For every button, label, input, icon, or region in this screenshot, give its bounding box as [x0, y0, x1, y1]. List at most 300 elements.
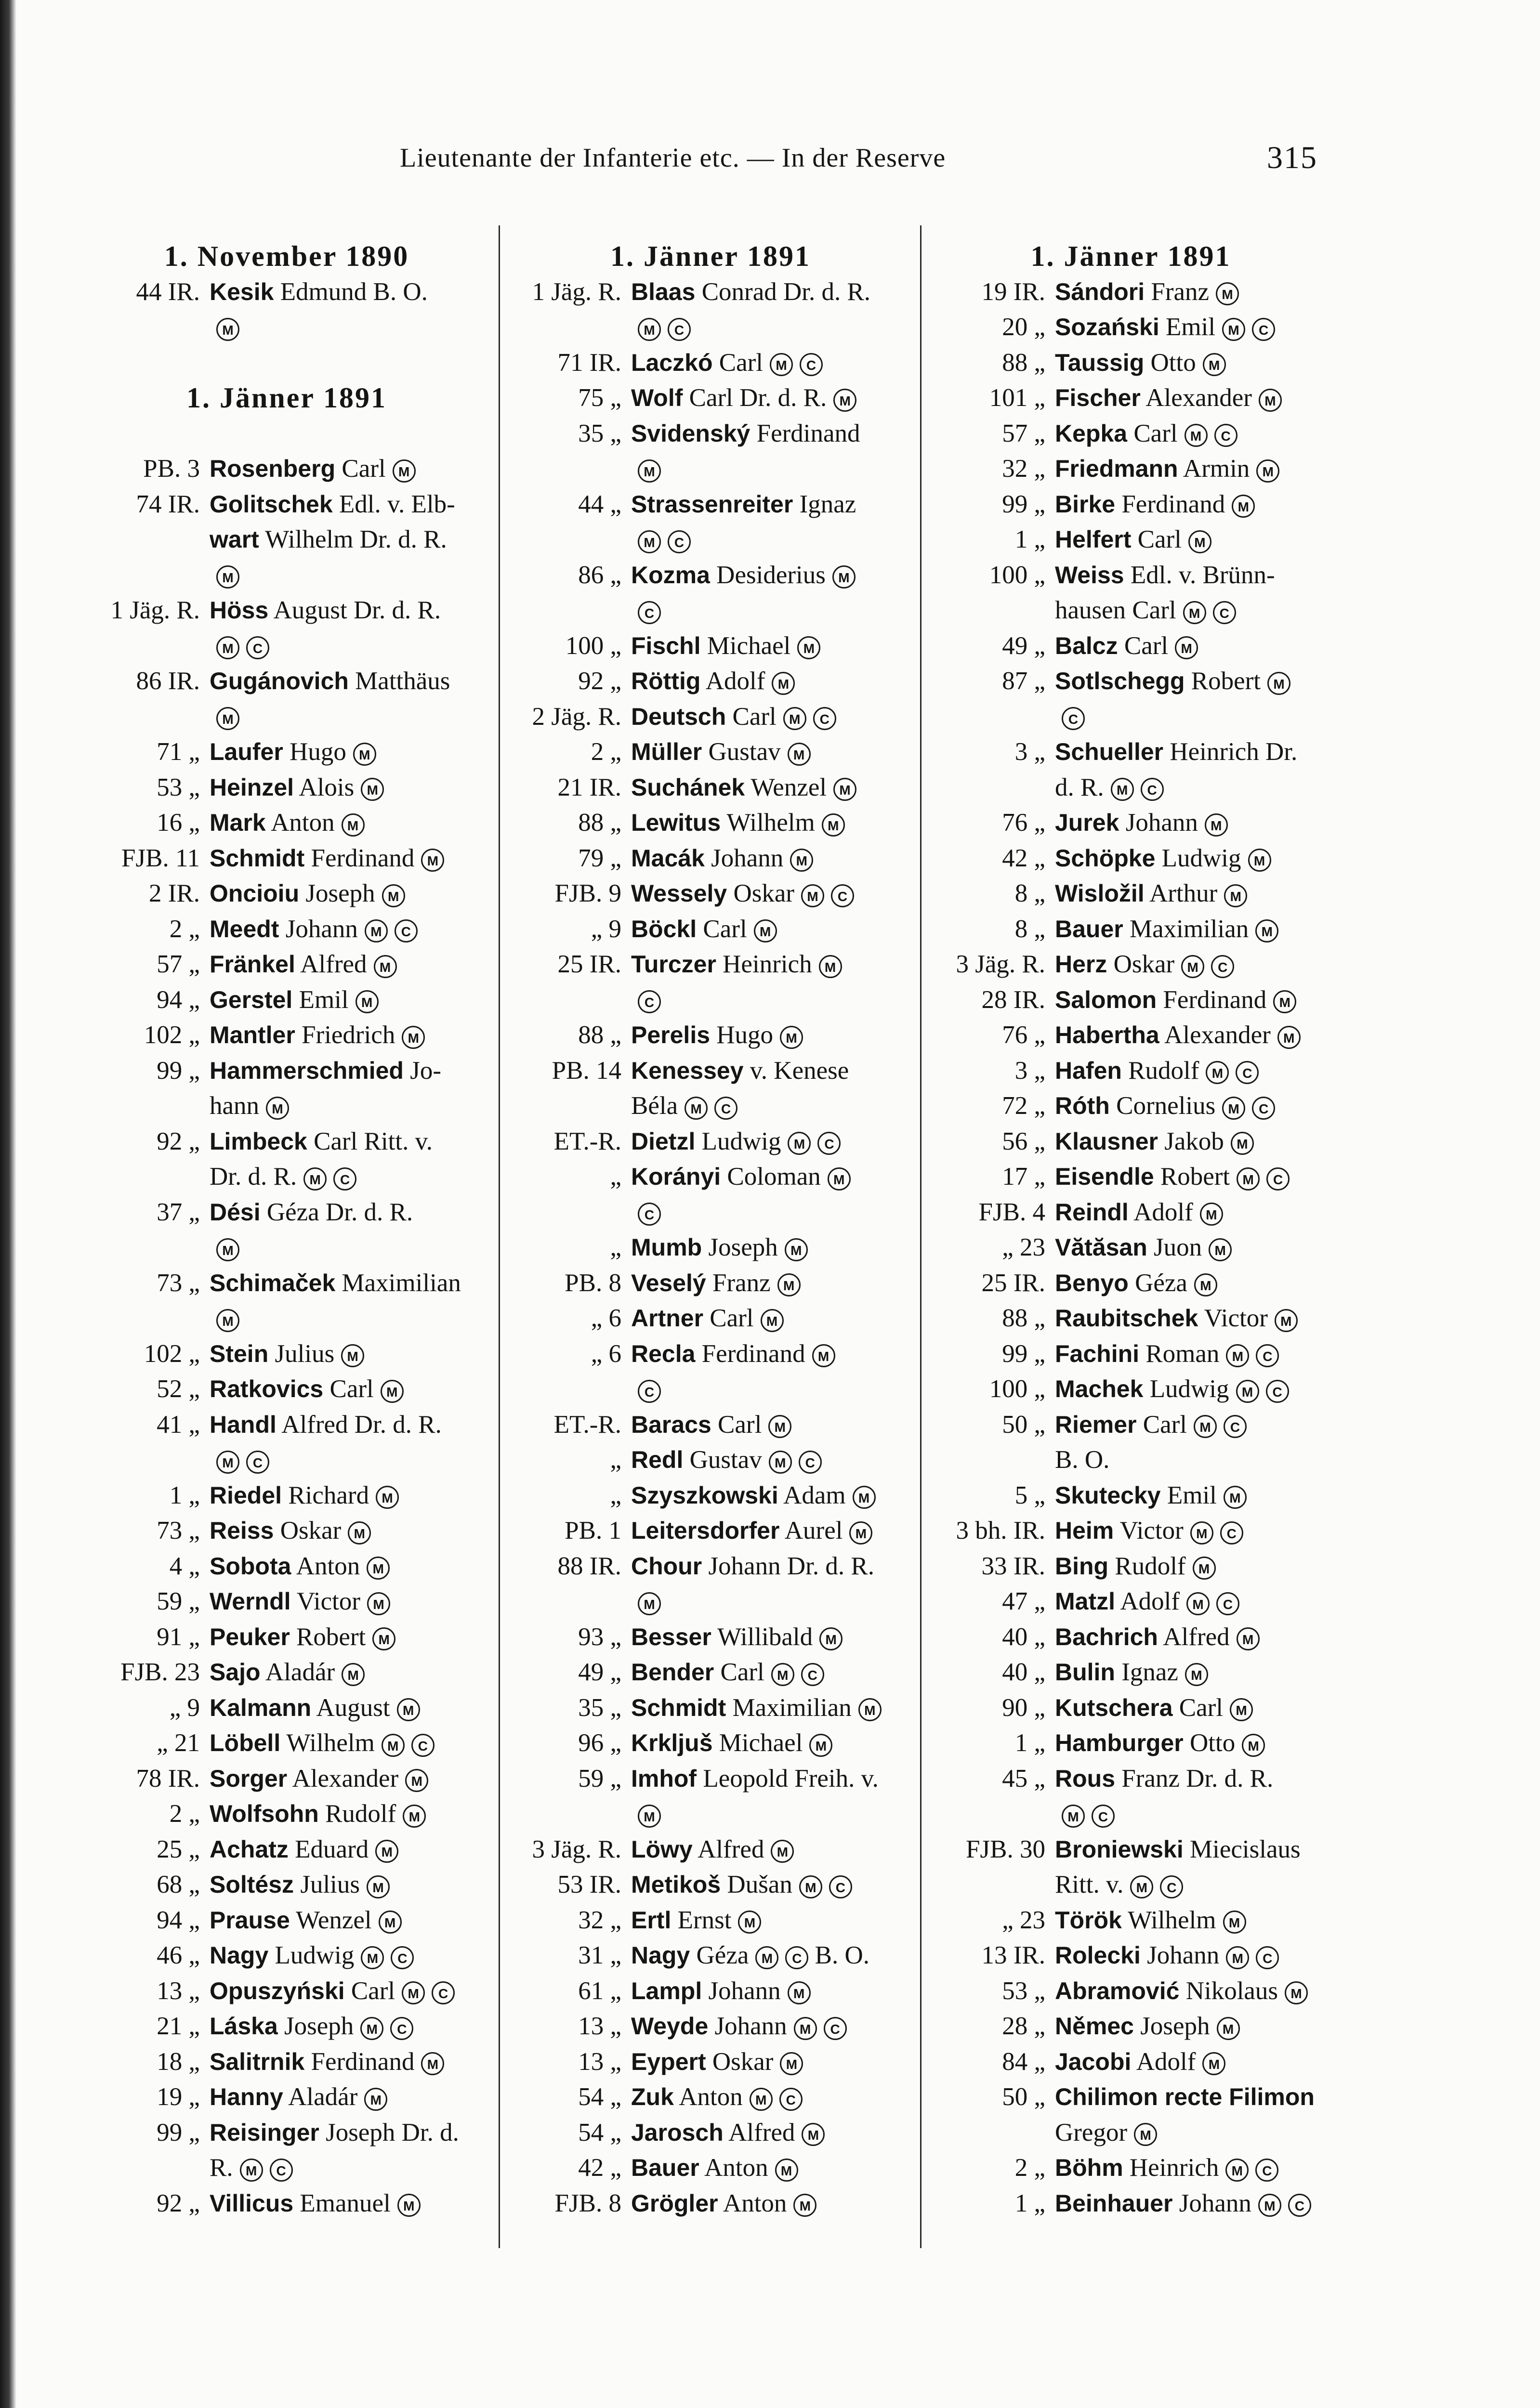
surname: Mantler: [210, 1021, 295, 1048]
circled-m-icon: M: [397, 2194, 421, 2217]
roster-entry: [927, 1761, 1334, 1796]
given-names: Carl: [710, 1304, 754, 1332]
given-names: Carl: [719, 348, 763, 377]
surname: Ratkovics: [210, 1375, 324, 1402]
surname: Suchánek: [631, 773, 745, 801]
surname: Kutschera: [1055, 1694, 1173, 1721]
unit-number: ET.-R.: [553, 1127, 621, 1155]
surname: Hamburger: [1055, 1729, 1184, 1756]
running-title: Lieutenante der Infanterie etc. — In der Reserve: [400, 143, 946, 173]
surname: Metikoš: [631, 1871, 721, 1898]
surname: Nagy: [631, 1942, 690, 1969]
roster-entry: [508, 1159, 913, 1194]
unit-number: 92 „: [578, 667, 621, 695]
given-names: Adolf: [1136, 2047, 1196, 2076]
unit-number: 74 IR.: [136, 490, 200, 518]
roster-entry: [508, 876, 913, 911]
given-names: Alfred: [728, 2118, 795, 2146]
surname: Török: [1055, 1906, 1122, 1934]
circled-m-icon: M: [828, 1167, 851, 1191]
given-names: Jakob: [1164, 1127, 1224, 1155]
given-names: Johann Dr. d. R.: [708, 1552, 874, 1580]
surname: Dietzl: [631, 1127, 696, 1155]
given-names: Wenzel: [750, 773, 827, 801]
roster-entry: [927, 345, 1334, 380]
surname: Vătăsan: [1055, 1234, 1147, 1261]
circled-m-icon: M: [216, 318, 239, 341]
unit-number: 19 IR.: [981, 277, 1045, 306]
unit-number: 54 „: [578, 2118, 621, 2146]
roster-entry: [927, 2079, 1334, 2115]
surname: Wolfsohn: [210, 1800, 319, 1827]
given-names: Friedrich: [302, 1021, 395, 1049]
surname: wart: [210, 526, 259, 553]
surname: Wisložil: [1055, 880, 1145, 907]
roster-entry: [508, 1442, 913, 1478]
circled-m-icon: M: [769, 1451, 792, 1474]
surname: Baracs: [631, 1411, 711, 1438]
unit-number: 86 IR.: [136, 667, 200, 695]
roster-entry: [87, 1053, 487, 1088]
roster-entry: [927, 1371, 1334, 1407]
given-names: Hugo: [716, 1021, 774, 1049]
roster-entry: [927, 1725, 1334, 1761]
circled-m-icon: M: [1237, 1167, 1260, 1191]
unit-number: 88 IR.: [557, 1552, 621, 1580]
roster-entry: [508, 1088, 913, 1124]
given-names: Desiderius: [716, 561, 826, 589]
surname: Artner: [631, 1305, 704, 1332]
circled-m-icon: M: [780, 1026, 803, 1049]
unit-number: PB. 14: [552, 1056, 621, 1085]
unit-number: ET.-R.: [553, 1410, 621, 1439]
circled-m-icon: M: [1231, 1132, 1254, 1155]
unit-number: 94 „: [157, 985, 200, 1014]
circled-m-icon: M: [799, 1875, 822, 1898]
given-names: Rudolf: [1128, 1056, 1199, 1085]
surname: Herz: [1055, 951, 1107, 978]
roster-entry: [927, 1478, 1334, 1513]
given-names: Carl: [329, 1375, 374, 1403]
roster-entry: [508, 1973, 913, 2009]
given-names: Franz: [712, 1269, 771, 1297]
given-names: Michael: [719, 1729, 803, 1757]
unit-number: 93 „: [578, 1623, 621, 1651]
unit-number: 28 IR.: [981, 985, 1045, 1014]
surname: Bauer: [631, 2154, 699, 2181]
roster-entry: [508, 1371, 913, 1407]
surname: Kozma: [631, 561, 710, 589]
roster-entry: [87, 770, 487, 805]
given-names: Otto: [1150, 348, 1196, 377]
surname: Schmidt: [631, 1694, 726, 1721]
circled-m-icon: M: [1062, 1805, 1085, 1828]
unit-number: 1 „: [169, 1481, 200, 1509]
circled-m-icon: M: [402, 1981, 425, 2004]
circled-m-icon: M: [638, 1592, 661, 1615]
circled-m-icon: M: [812, 1344, 835, 1367]
circled-m-icon: M: [355, 990, 379, 1013]
roster-entry: [927, 1832, 1334, 1867]
roster-entry: [87, 1478, 487, 1513]
unit-number: 13 „: [578, 2047, 621, 2076]
surname: Hafen: [1055, 1057, 1122, 1084]
date-heading: 1. November 1890: [164, 240, 409, 272]
given-names: Victor: [1119, 1517, 1184, 1544]
roster-entry: [87, 628, 487, 664]
given-names: Cornelius: [1116, 1092, 1216, 1120]
given-names: Gregor: [1055, 2118, 1128, 2146]
given-names: Béla: [631, 1092, 678, 1120]
roster-entry: [87, 2150, 487, 2186]
roster-entry: [508, 1654, 913, 1690]
unit-number: 49 „: [578, 1658, 621, 1686]
circled-m-icon: M: [858, 1698, 882, 1721]
given-names: Wilhelm: [1128, 1906, 1216, 1934]
roster-entry: [927, 770, 1334, 805]
surname: Veselý: [631, 1269, 706, 1296]
unit-number: 2 „: [169, 915, 200, 943]
surname: Láska: [210, 2013, 278, 2040]
roster-entry: [927, 1548, 1334, 1584]
given-names: Ludwig: [1149, 1375, 1229, 1403]
unit-number: 35 „: [578, 1693, 621, 1722]
roster-entry: [927, 1053, 1334, 1088]
circled-c-icon: C: [1092, 1805, 1115, 1828]
roster-entry: [87, 805, 487, 840]
surname: Weyde: [631, 2013, 709, 2040]
roster-entry: [927, 663, 1334, 699]
unit-number: 53 „: [1002, 1976, 1045, 2005]
surname: Fränkel: [210, 951, 295, 978]
given-names: Robert: [1160, 1163, 1230, 1191]
given-names: Aurel: [784, 1517, 843, 1544]
surname: Recla: [631, 1340, 696, 1367]
unit-number: 100 „: [989, 561, 1045, 589]
roster-entry: [87, 1442, 487, 1478]
surname: Riemer: [1055, 1411, 1137, 1438]
given-names: Johann: [1147, 1941, 1220, 1969]
unit-number: 88 „: [578, 1021, 621, 1049]
unit-number: 53 IR.: [557, 1871, 621, 1898]
given-names: Willibald: [717, 1623, 813, 1651]
surname: Bachrich: [1055, 1623, 1158, 1650]
unit-number: 61 „: [578, 1976, 621, 2005]
given-names: Carl: [703, 915, 747, 943]
surname: Rolecki: [1055, 1942, 1141, 1969]
unit-number: PB. 1: [565, 1517, 621, 1544]
circled-m-icon: M: [1134, 2123, 1157, 2146]
roster-entry: [87, 1654, 487, 1690]
roster-entry: [508, 946, 913, 982]
scan-edge: [0, 0, 16, 2408]
circled-m-icon: M: [393, 459, 416, 483]
unit-number: 13 „: [157, 1976, 200, 2005]
circled-m-icon: M: [1216, 282, 1239, 305]
surname: Lewitus: [631, 809, 721, 836]
circled-m-icon: M: [374, 955, 397, 978]
given-names: Victor: [1204, 1304, 1268, 1332]
unit-number: „: [610, 1446, 621, 1474]
circled-m-icon: M: [794, 2017, 817, 2040]
surname: Wessely: [631, 880, 727, 907]
roster-entry: [927, 1690, 1334, 1726]
circled-m-icon: M: [1193, 1557, 1216, 1580]
surname: Ertl: [631, 1906, 671, 1934]
unit-number: 94 „: [157, 1906, 200, 1934]
circled-m-icon: M: [738, 1911, 761, 1934]
circled-m-icon: M: [405, 1769, 428, 1792]
circled-m-icon: M: [1175, 636, 1198, 659]
roster-entry: [87, 1690, 487, 1726]
given-names: Oskar: [280, 1517, 342, 1544]
given-names: Ferdinand: [701, 1339, 805, 1368]
suffix: B. O.: [815, 1941, 870, 1969]
unit-number: 28 „: [1002, 2012, 1045, 2040]
surname: Achatz: [210, 1835, 289, 1863]
unit-number: „ 23: [1002, 1233, 1045, 1261]
circled-c-icon: C: [1062, 707, 1085, 730]
surname: Sobota: [210, 1552, 291, 1580]
circled-m-icon: M: [216, 565, 239, 589]
surname: Riedel: [210, 1481, 282, 1509]
given-names: Franz Dr. d. R.: [1121, 1764, 1274, 1793]
roster-entry: [508, 1619, 913, 1655]
circled-m-icon: M: [353, 743, 376, 766]
circled-m-icon: M: [788, 1132, 811, 1155]
unit-number: 76 „: [1002, 809, 1045, 837]
given-names: Adolf: [1133, 1198, 1193, 1226]
circled-c-icon: C: [1256, 1946, 1279, 1969]
unit-number: 32 „: [1002, 455, 1045, 483]
surname: Kesik: [210, 278, 274, 305]
circled-c-icon: C: [1236, 1061, 1259, 1084]
circled-c-icon: C: [1141, 778, 1164, 801]
surname: Nagy: [210, 1942, 269, 1969]
circled-c-icon: C: [246, 1451, 269, 1474]
unit-number: 37 „: [157, 1198, 200, 1226]
circled-m-icon: M: [1225, 2159, 1249, 2182]
given-names: Edl. v. Brünn-: [1130, 561, 1275, 589]
given-names: Carl Ritt. v.: [314, 1127, 433, 1155]
surname: Heinzel: [210, 773, 294, 801]
unit-number: FJB. 4: [978, 1198, 1045, 1226]
surname: Leitersdorfer: [631, 1517, 780, 1544]
unit-number: 13 IR.: [981, 1941, 1045, 1969]
unit-number: 16 „: [157, 809, 200, 837]
unit-number: 102 „: [144, 1021, 200, 1049]
circled-m-icon: M: [1181, 955, 1204, 978]
unit-number: 100 „: [989, 1375, 1045, 1403]
roster-entry: [927, 2186, 1334, 2221]
circled-m-icon: M: [361, 1946, 384, 1969]
roster-entry: [927, 1336, 1334, 1372]
given-names: Carl: [1124, 631, 1169, 660]
unit-number: 99 „: [157, 2118, 200, 2146]
circled-c-icon: C: [638, 1380, 661, 1403]
given-names: Wenzel: [296, 1906, 372, 1934]
roster-entry: [87, 1230, 487, 1265]
circled-c-icon: C: [395, 919, 418, 942]
roster-entry: [87, 663, 487, 699]
roster-entry: [87, 2115, 487, 2150]
circled-m-icon: M: [376, 1486, 399, 1509]
given-names: Aladár: [288, 2083, 358, 2111]
given-names: Ferdinand: [1163, 985, 1267, 1014]
roster-entry: [508, 309, 913, 345]
circled-m-icon: M: [849, 1521, 872, 1544]
circled-m-icon: M: [775, 2159, 798, 2182]
circled-m-icon: M: [790, 849, 813, 872]
roster-entry: [927, 2044, 1334, 2080]
roster-entry: [87, 1725, 487, 1761]
page-number: 315: [1267, 140, 1317, 175]
roster-entry: [87, 1937, 487, 1973]
given-names: Edmund B. O.: [280, 277, 428, 306]
surname: Sozański: [1055, 314, 1159, 340]
surname: Chilimon recte Filimon: [1055, 2083, 1315, 2110]
given-names: Robert: [1191, 667, 1261, 695]
circled-m-icon: M: [372, 1627, 395, 1650]
circled-c-icon: C: [714, 1097, 737, 1120]
unit-number: 59 „: [157, 1587, 200, 1615]
surname: Röttig: [631, 667, 701, 694]
roster-entry: [927, 522, 1334, 557]
circled-c-icon: C: [1160, 1875, 1183, 1898]
circled-m-icon: M: [1186, 1592, 1210, 1615]
surname: Böckl: [631, 915, 697, 942]
given-names: Anton: [679, 2083, 743, 2111]
circled-m-icon: M: [788, 1981, 811, 2004]
circled-m-icon: M: [367, 1875, 390, 1898]
unit-number: 49 „: [1002, 631, 1045, 660]
circled-m-icon: M: [754, 919, 777, 942]
circled-m-icon: M: [342, 813, 365, 837]
circled-m-icon: M: [1185, 424, 1208, 447]
surname: Werndl: [210, 1588, 291, 1615]
roster-entry: [508, 1478, 913, 1513]
circled-m-icon: M: [833, 389, 856, 412]
given-names: Anton: [723, 2189, 787, 2217]
surname: Villicus: [210, 2189, 294, 2217]
roster-entry: [508, 805, 913, 840]
surname: Eypert: [631, 2048, 706, 2075]
roster-entry: [927, 1654, 1334, 1690]
roster-entry: [87, 734, 487, 770]
circled-c-icon: C: [638, 1203, 661, 1226]
roster-entry: [508, 1584, 913, 1619]
given-names: Jo-: [410, 1056, 441, 1085]
unit-number: 88 „: [1002, 348, 1045, 377]
given-names: Ignaz: [799, 490, 856, 518]
unit-number: 46 „: [157, 1941, 200, 1969]
roster-entry: [508, 345, 913, 380]
unit-number: 59 „: [578, 1764, 621, 1793]
surname: Balcz: [1055, 632, 1118, 659]
circled-m-icon: M: [216, 707, 239, 730]
roster-entry: [87, 274, 487, 310]
surname: Reindl: [1055, 1198, 1129, 1226]
surname: Soltész: [210, 1871, 294, 1898]
surname: Kalmann: [210, 1694, 312, 1721]
surname: Matzl: [1055, 1588, 1115, 1615]
surname: Machek: [1055, 1375, 1144, 1402]
circled-m-icon: M: [1194, 1273, 1217, 1296]
roster-entry: [508, 486, 913, 522]
unit-number: 31 „: [578, 1941, 621, 1969]
unit-number: 50 „: [1002, 2083, 1045, 2111]
surname: Meedt: [210, 915, 279, 942]
roster-entry: [87, 1832, 487, 1867]
surname: Oncioiu: [210, 880, 300, 907]
surname: Kepka: [1055, 419, 1128, 447]
circled-m-icon: M: [1222, 318, 1245, 341]
circled-m-icon: M: [638, 459, 661, 483]
surname: Róth: [1055, 1092, 1110, 1119]
roster-entry: [87, 1300, 487, 1336]
circled-m-icon: M: [1267, 672, 1290, 695]
surname: Limbeck: [210, 1127, 307, 1155]
surname: Abramović: [1055, 1977, 1180, 2004]
surname: Helfert: [1055, 526, 1132, 553]
given-names: Gustav: [689, 1446, 762, 1474]
roster-entry: [508, 1194, 913, 1230]
circled-c-icon: C: [668, 318, 691, 341]
surname: Birke: [1055, 490, 1116, 518]
given-names: Nikolaus: [1185, 1976, 1278, 2005]
surname: Müller: [631, 738, 702, 765]
surname: Peuker: [210, 1623, 290, 1650]
circled-m-icon: M: [1226, 1946, 1249, 1969]
circled-m-icon: M: [1185, 1663, 1208, 1686]
unit-number: 20 „: [1002, 313, 1045, 341]
surname: Löbell: [210, 1729, 281, 1756]
roster-entry: [508, 1725, 913, 1761]
surname: Schmidt: [210, 844, 305, 872]
circled-m-icon: M: [750, 2088, 773, 2111]
roster-entry: [87, 1336, 487, 1372]
circled-c-icon: C: [1252, 318, 1275, 341]
surname: Heim: [1055, 1517, 1114, 1544]
circled-c-icon: C: [785, 1946, 808, 1969]
roster-entry: [87, 1159, 487, 1194]
given-names: Hugo: [290, 738, 346, 766]
given-names: Anton: [296, 1552, 360, 1580]
circled-m-icon: M: [403, 1805, 426, 1828]
circled-c-icon: C: [817, 1132, 841, 1155]
surname: Němec: [1055, 2013, 1134, 2040]
surname: Benyo: [1055, 1269, 1129, 1296]
roster-entry: [927, 1584, 1334, 1619]
circled-m-icon: M: [801, 884, 824, 907]
given-names: Anton: [704, 2154, 768, 2182]
roster-entry: [927, 1796, 1334, 1832]
circled-c-icon: C: [1266, 1380, 1289, 1403]
circled-m-icon: M: [1259, 389, 1282, 412]
unit-number: „ 9: [169, 1693, 200, 1722]
unit-number: 2 „: [169, 1800, 200, 1828]
given-names: Ferdinand: [311, 2047, 415, 2076]
unit-number: 1 „: [1014, 1729, 1045, 1757]
unit-number: 71 IR.: [557, 348, 621, 377]
roster-entry: [927, 2150, 1334, 2186]
roster-entry: [508, 1407, 913, 1442]
unit-number: „ 21: [157, 1729, 200, 1757]
circled-m-icon: M: [1203, 353, 1226, 376]
date-heading: 1. Jänner 1891: [1030, 240, 1231, 272]
surname: Turczer: [631, 951, 716, 978]
roster-entry: [508, 1937, 913, 1973]
